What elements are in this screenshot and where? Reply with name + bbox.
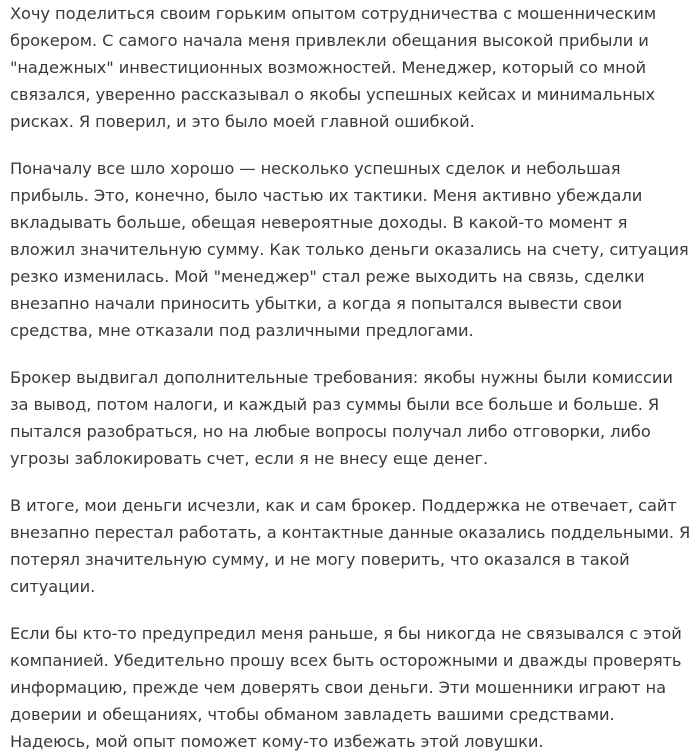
paragraph-intro: Хочу поделиться своим горьким опытом сотрудничества с мошенническим брокером. С самого начала меня привлекли обещания высокой прибыли и "надежных" инвестиционных возможностей. Менеджер, который со мной связался, уверенно рассказывал о якобы успешных кейсах и минимальных рисках. Я поверил, и это было моей главной ошибкой. [10,4,657,131]
paragraph-demands: Брокер выдвигал дополнительные требования: якобы нужны были комиссии за вывод, потом налоги, и каждый раз суммы были все больше и больше. Я пытался разобраться, но на любые вопросы получал либо отговорки, либо угрозы заблокировать счет, если я не внесу еще денег. [10,368,673,468]
paragraph-tactics: Поначалу все шло хорошо — несколько успешных сделок и небольшая прибыль. Это, конечно, было частью их тактики. Меня активно убеждали вкладывать больше, обещая невероятные доходы. В какой-то момент я вложил значительную сумму. Как только деньги оказались на счету, ситуация резко изменилась. Мой "менеджер" стал реже выходить на связь, сделки внезапно начали приносить убытки, а когда я попытался вывести свои средства, мне отказали под различными предлогами. [10,159,689,340]
paragraph-outcome: В итоге, мои деньги исчезли, как и сам брокер. Поддержка не отвечает, сайт внезапно перестал работать, а контактные данные оказались поддельными. Я потерял значительную сумму, и не могу поверить, что оказался в такой ситуации. [10,496,691,596]
paragraph-warning: Если бы кто-то предупредил меня раньше, я бы никогда не связывался с этой компанией. Убедительно прошу всех быть осторожными и дважды проверять информацию, прежде чем доверять свои деньги. Эти мошенники играют на доверии и обещаниях, чтобы обманом завладеть вашими средствами. Надеюсь, мой опыт поможет кому-то избежать этой ловушки. [10,624,682,751]
